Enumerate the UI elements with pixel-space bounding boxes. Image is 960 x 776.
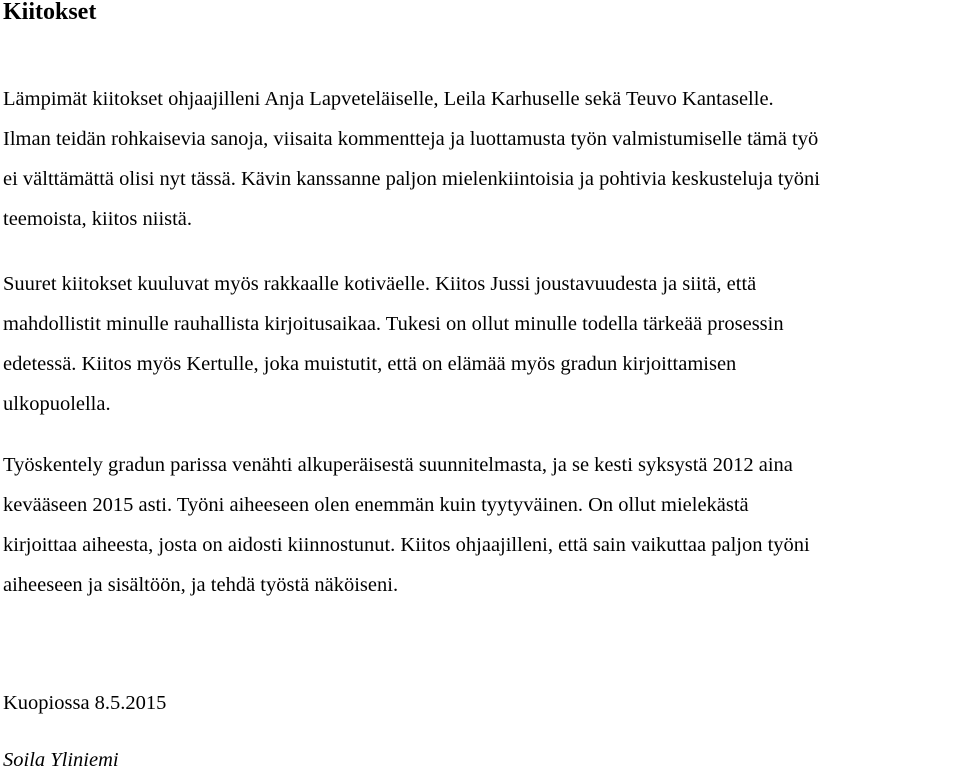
text-line: mahdollistit minulle rauhallista kirjoitusaikaa. Tukesi on ollut minulle todella tärkeää prosessin [3,313,784,335]
text-line: Ilman teidän rohkaisevia sanoja, viisaita kommentteja ja luottamusta työn valmistumiselle tämä työ [3,128,819,150]
text-line: Lämpimät kiitokset ohjaajilleni Anja Lapveteläiselle, Leila Karhuselle sekä Teuvo Kantaselle. [3,88,774,110]
paragraph-process [3,445,959,605]
author-signature: Soila Yliniemi [3,749,119,771]
text-line: ei välttämättä olisi nyt tässä. Kävin kanssanne paljon mielenkiintoisia ja pohtivia keskusteluja työni [3,168,820,190]
text-line: Työskentely gradun parissa venähti alkuperäisestä suunnitelmasta, ja se kesti syksystä 2012 aina [3,454,793,476]
text-line: teemoista, kiitos niistä. [3,208,193,230]
text-line: aiheeseen ja sisältöön, ja tehdä työstä näköiseni. [3,574,399,596]
place-date: Kuopiossa 8.5.2015 [3,692,167,714]
text-line: kirjoittaa aiheesta, josta on aidosti kiinnostunut. Kiitos ohjaajilleni, että sain vaikuttaa paljon työni [3,534,810,556]
text-line: edetessä. Kiitos myös Kertulle, joka muistutit, että on elämää myös gradun kirjoittamisen [3,353,737,375]
text-line: kevääseen 2015 asti. Työni aiheeseen olen enemmän kuin tyytyväinen. On ollut mielekästä [3,494,749,516]
text-line: Suuret kiitokset kuuluvat myös rakkaalle kotiväelle. Kiitos Jussi joustavuudesta ja siitä, että [3,273,757,295]
page-title: Kiitokset [3,0,97,25]
paragraph-advisors [3,79,959,239]
text-line: ulkopuolella. [3,393,111,415]
paragraph-family [3,264,959,424]
